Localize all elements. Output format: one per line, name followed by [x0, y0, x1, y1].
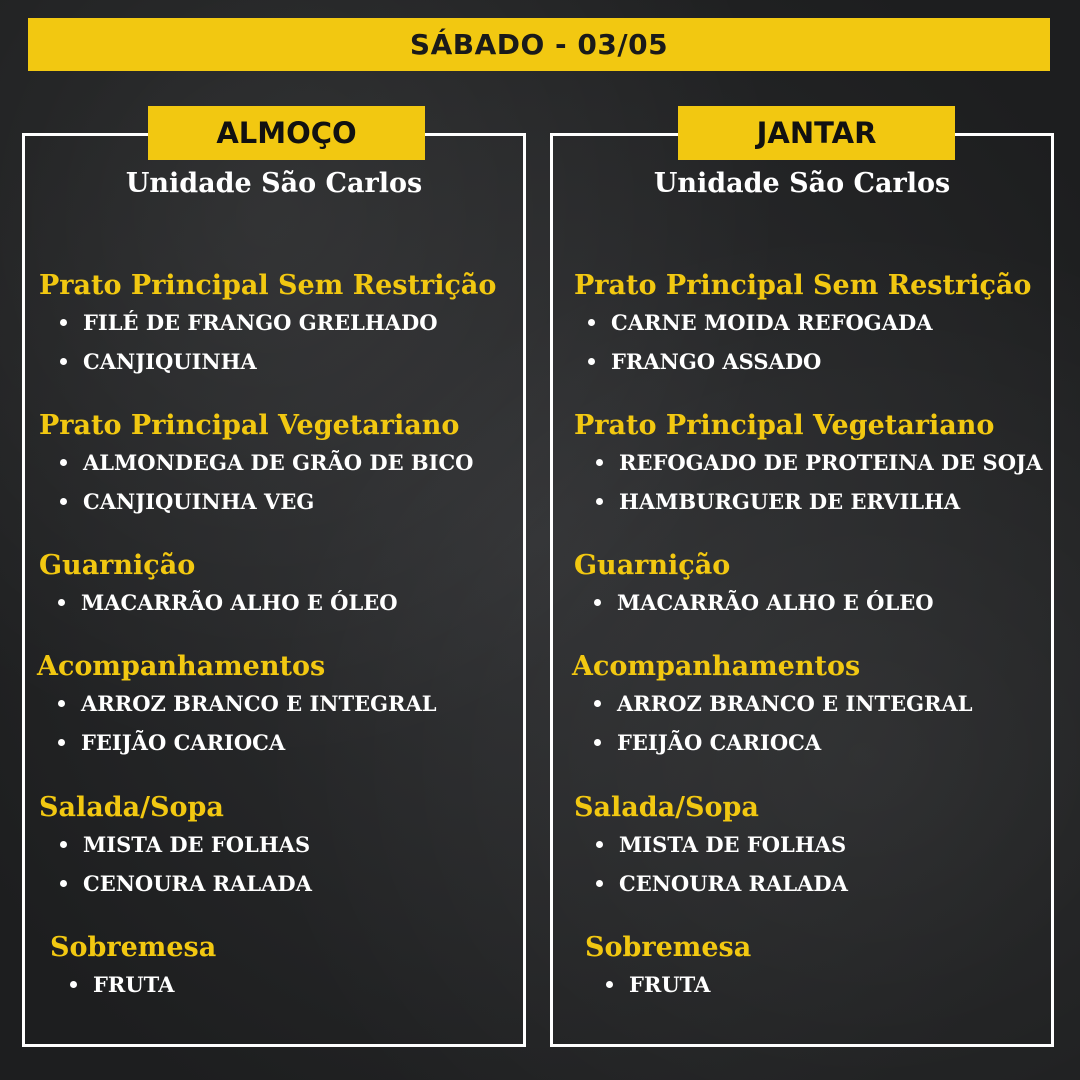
bullet-icon — [60, 319, 67, 326]
dinner-section-title: Prato Principal Sem Restrição — [574, 270, 1032, 301]
bullet-icon — [60, 880, 67, 887]
bullet-icon — [594, 599, 601, 606]
dinner-item: FRANGO ASSADO — [588, 349, 821, 374]
bullet-icon — [606, 981, 613, 988]
lunch-section-title: Guarnição — [39, 550, 196, 581]
dinner-label-text: JANTAR — [756, 116, 877, 150]
lunch-label-text: ALMOÇO — [216, 116, 357, 150]
lunch-item: FEIJÃO CARIOCA — [58, 730, 285, 755]
bullet-icon — [58, 700, 65, 707]
dinner-section-title: Prato Principal Vegetariano — [574, 410, 995, 441]
date-title: SÁBADO - 03/05 — [409, 28, 669, 61]
bullet-icon — [596, 841, 603, 848]
dinner-unit: Unidade São Carlos — [653, 168, 951, 199]
lunch-unit: Unidade São Carlos — [125, 168, 423, 199]
dinner-section-title: Acompanhamentos — [572, 651, 861, 682]
bullet-icon — [594, 739, 601, 746]
dinner-section-title: Guarnição — [574, 550, 731, 581]
lunch-section-title: Acompanhamentos — [37, 651, 326, 682]
dinner-label — [678, 106, 955, 160]
dinner-item: CARNE MOIDA REFOGADA — [588, 310, 933, 335]
lunch-item: CENOURA RALADA — [60, 871, 312, 896]
lunch-section-title: Prato Principal Vegetariano — [39, 410, 460, 441]
lunch-label — [148, 106, 425, 160]
lunch-item: ALMONDEGA DE GRÃO DE BICO — [60, 450, 473, 475]
lunch-item: MISTA DE FOLHAS — [60, 832, 310, 857]
bullet-icon — [60, 841, 67, 848]
bullet-icon — [596, 880, 603, 887]
lunch-item: CANJIQUINHA — [60, 349, 257, 374]
bullet-icon — [60, 498, 67, 505]
lunch-item: CANJIQUINHA VEG — [60, 489, 314, 514]
lunch-section-title: Prato Principal Sem Restrição — [39, 270, 497, 301]
lunch-section-title: Salada/Sopa — [39, 792, 224, 823]
bullet-icon — [596, 498, 603, 505]
date-banner — [28, 18, 1050, 71]
bullet-icon — [596, 459, 603, 466]
dinner-section-title: Sobremesa — [585, 932, 752, 963]
dinner-item: FEIJÃO CARIOCA — [594, 730, 821, 755]
bullet-icon — [70, 981, 77, 988]
lunch-item: MACARRÃO ALHO E ÓLEO — [58, 590, 398, 615]
lunch-section-title: Sobremesa — [50, 932, 217, 963]
dinner-section-title: Salada/Sopa — [574, 792, 759, 823]
dinner-item: REFOGADO DE PROTEINA DE SOJA — [596, 450, 1042, 475]
bullet-icon — [588, 319, 595, 326]
dinner-item: ARROZ BRANCO E INTEGRAL — [594, 691, 973, 716]
lunch-item: FRUTA — [70, 972, 174, 997]
lunch-item: ARROZ BRANCO E INTEGRAL — [58, 691, 437, 716]
bullet-icon — [58, 739, 65, 746]
dinner-item: MISTA DE FOLHAS — [596, 832, 846, 857]
bullet-icon — [588, 358, 595, 365]
bullet-icon — [60, 459, 67, 466]
bullet-icon — [58, 599, 65, 606]
lunch-item: FILÉ DE FRANGO GRELHADO — [60, 310, 438, 335]
bullet-icon — [60, 358, 67, 365]
dinner-item: CENOURA RALADA — [596, 871, 848, 896]
dinner-item: FRUTA — [606, 972, 710, 997]
bullet-icon — [594, 700, 601, 707]
dinner-item: HAMBURGUER DE ERVILHA — [596, 489, 960, 514]
dinner-item: MACARRÃO ALHO E ÓLEO — [594, 590, 934, 615]
